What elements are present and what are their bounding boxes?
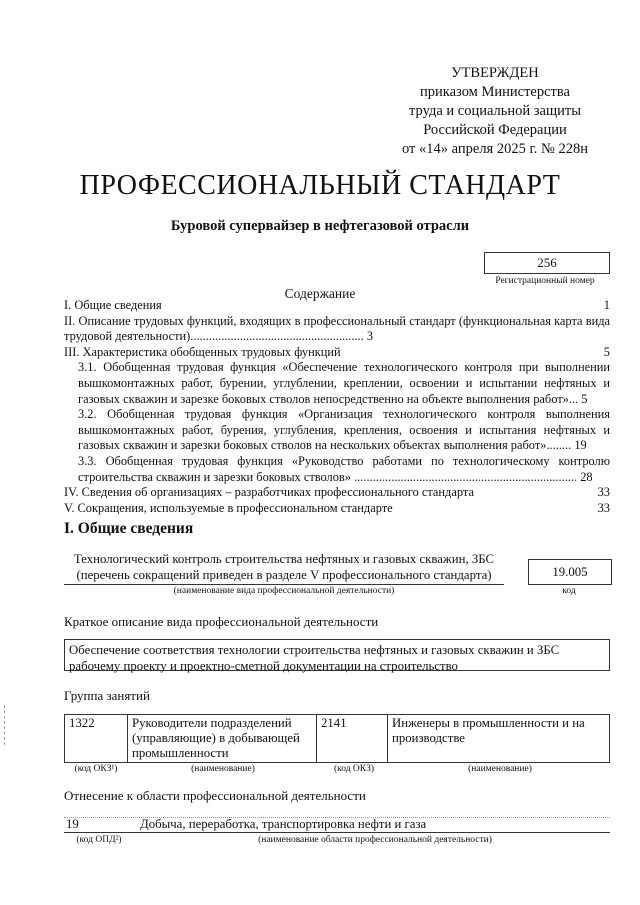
toc-item[interactable]: IV. Сведения об организациях – разработчиках профессионального стандарта 33 ..... [64, 485, 610, 501]
occupation-table [64, 714, 610, 763]
activity-kind-line: Технологический контроль строительства нефтяных и газовых скважин, ЗБС [73, 552, 495, 566]
relation-heading: Отнесение к области профессиональной деятельности [64, 788, 366, 803]
toc-item[interactable]: 3.1. Обобщенная трудовая функция «Обеспечение технологического контроля при выполнении вышкомонтажных работ, бурении, углублении, креплении, освоении и испытании нефтяных и газовых скважин и зарезке боковых стволов непосредственно на объекте выполнения работ»... 5 [78, 360, 610, 406]
brief-heading: Краткое описание вида профессиональной деятельности [64, 614, 379, 629]
relation-text: Добыча, переработка, транспортировка нефти и газа [140, 817, 427, 831]
caption: (наименование области профессиональной деятельности) [258, 835, 492, 845]
toc-item[interactable]: 3.2. Обобщенная трудовая функция «Организация технологического контроля выполнения вышкомонтажных работ, бурения, углубления, крепления, освоения и испытания нефтяных и газовых скважин и зарезки боковых стволов на нескольких объектах выполнения работ»........ 19 [78, 407, 610, 453]
group-heading: Группа занятий [64, 688, 150, 703]
caption: (наименование) [468, 764, 532, 774]
brief-line: рабочему проекту и проектно-сметной документации на строительство [69, 659, 458, 673]
caption: (код ОКЗ¹) [74, 764, 118, 774]
approval-line: Российской Федерации [423, 122, 567, 138]
approval-line: УТВЕРЖДЕН [451, 65, 539, 81]
table-row [65, 715, 610, 763]
document-title: ПРОФЕССИОНАЛЬНЫЙ СТАНДАРТ [79, 170, 561, 201]
activity-code-caption: код [562, 586, 576, 596]
caption: (код ОКЗ) [333, 764, 375, 774]
brief-description [64, 639, 610, 671]
occupation-name: Инженеры в промышленности и на производстве [388, 715, 610, 763]
registration-number: 256 [484, 252, 610, 274]
relation-code: 19 [66, 817, 79, 831]
activity-kind-caption: (наименование вида профессиональной деятельности) [173, 586, 395, 596]
scan-mark [4, 705, 6, 745]
divider [64, 832, 610, 833]
divider [64, 584, 504, 585]
brief-line: Обеспечение соответствия технологии строительства нефтяных и газовых скважин и ЗБС [69, 643, 560, 657]
occupation-code: 1322 [65, 715, 128, 763]
approval-line: приказом Министерства [420, 84, 570, 100]
activity-kind [64, 551, 504, 583]
toc-heading: Содержание [284, 286, 356, 301]
caption: (наименование) [191, 764, 255, 774]
approval-line: от «14» апреля 2025 г. № 228н [401, 141, 589, 157]
activity-code: 19.005 [528, 559, 612, 585]
activity-kind-line: (перечень сокращений приведен в разделе V профессионального стандарта) [76, 568, 492, 582]
section-heading: I. Общие сведения [64, 520, 194, 537]
approval-block [380, 64, 610, 159]
occupation-code: 2141 [317, 715, 388, 763]
approval-line: труда и социальной защиты [409, 103, 581, 119]
toc-item[interactable]: V. Сокращения, используемые в профессиональном стандарте 33 ..... [64, 501, 610, 517]
table-of-contents [64, 298, 610, 516]
toc-item[interactable]: II. Описание трудовых функций, входящих в профессиональный стандарт (функциональная карта вида трудовой деятельности)........................................................ 3 [64, 313, 610, 344]
toc-item[interactable]: III. Характеристика обобщенных трудовых функций 5 ..... [64, 345, 610, 361]
occupation-name: Руководители подразделений (управляющие) в добывающей промышленности [128, 715, 317, 763]
toc-item[interactable]: 3.3. Обобщенная трудовая функция «Руководство работами по технологическому контролю строительства скважин и зарезки боковых стволов» ........................................................................ 28 [78, 453, 610, 484]
document-subtitle: Буровой супервайзер в нефтегазовой отрасли [170, 218, 470, 234]
caption: (код ОПД²) [76, 835, 122, 845]
toc-item[interactable]: I. Общие сведения 1 ..... [64, 298, 610, 314]
registration-label: Регистрационный номер [495, 276, 595, 286]
